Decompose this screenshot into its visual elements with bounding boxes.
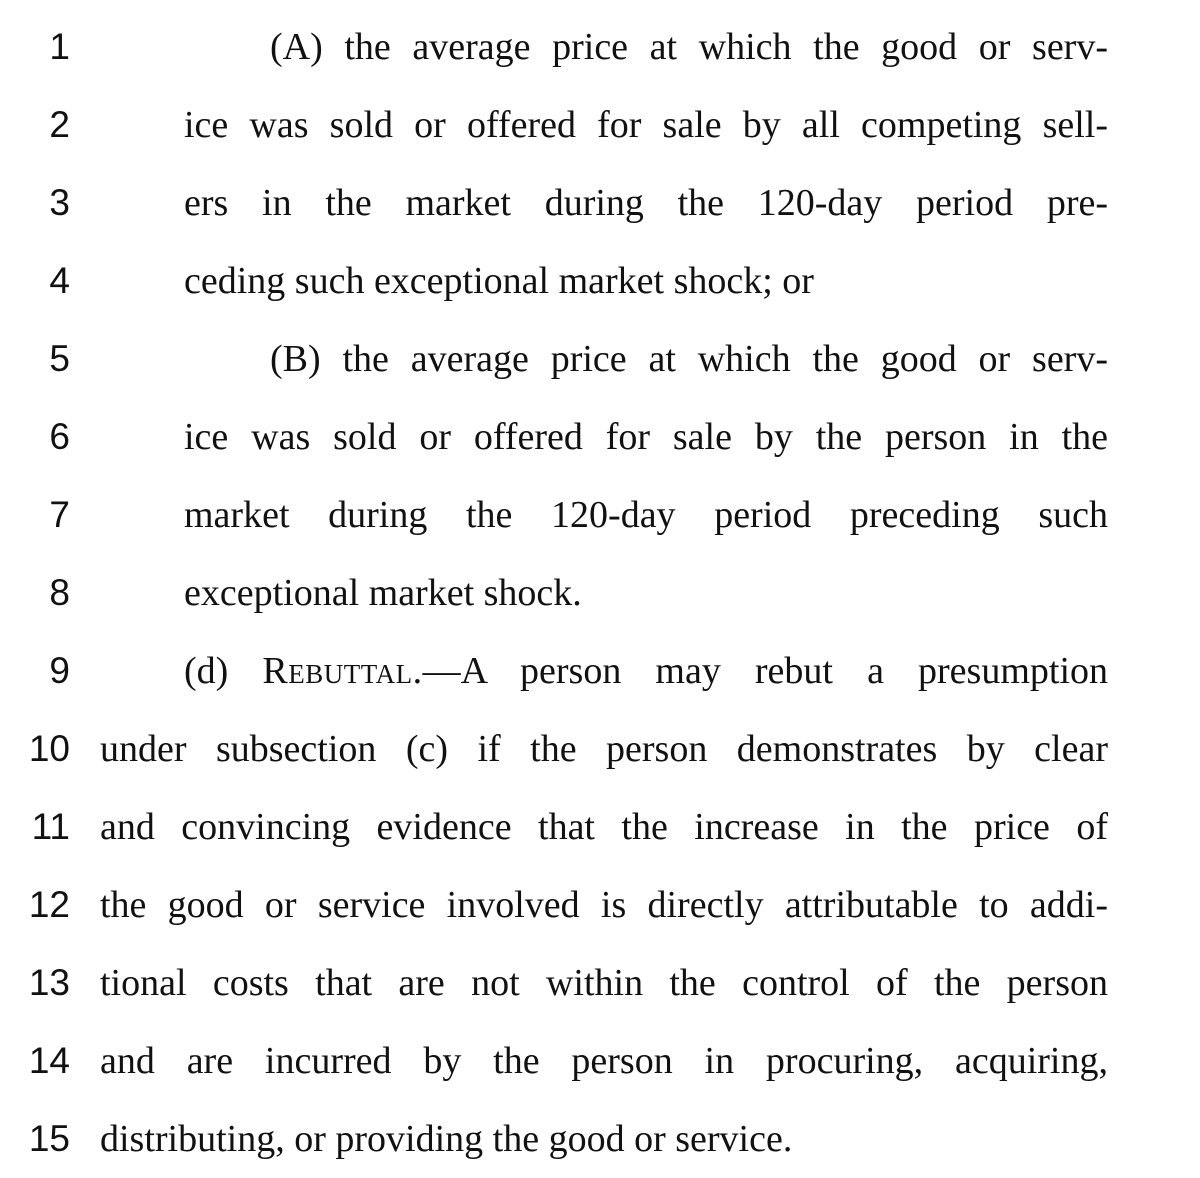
text-line	[0, 1100, 1200, 1178]
line-text: ice was sold or offered for sale by the person in the	[184, 416, 1108, 458]
line-text: ers in the market during the 120-day period pre-	[184, 182, 1108, 224]
line-text: under subsection (c) if the person demonstrates by clear	[100, 728, 1108, 770]
subsection-d-line	[184, 632, 1108, 710]
text-line	[0, 554, 1200, 632]
text-line	[0, 710, 1200, 788]
text-line	[0, 242, 1200, 320]
subsection-heading: Rebuttal.	[262, 650, 423, 692]
line-number: 11	[31, 806, 70, 847]
line-number: 14	[28, 1040, 70, 1081]
text-line	[0, 1022, 1200, 1100]
line-number: 3	[49, 182, 70, 223]
text-line	[0, 86, 1200, 164]
subsection-prefix: (d)	[184, 650, 263, 692]
line-number: 2	[49, 104, 70, 145]
line-number: 9	[49, 650, 70, 691]
line-number: 4	[49, 260, 70, 301]
line-text: market during the 120-day period preceding such	[184, 494, 1108, 536]
line-text: —A person may rebut a presumption	[422, 650, 1108, 692]
text-line	[0, 398, 1200, 476]
line-text: exceptional market shock.	[184, 572, 582, 614]
line-text: (B) the average price at which the good or serv-	[270, 338, 1108, 380]
text-line	[0, 320, 1200, 398]
line-text: ceding such exceptional market shock; or	[184, 260, 814, 302]
text-line	[0, 8, 1200, 86]
line-number: 6	[49, 416, 70, 457]
text-line	[0, 944, 1200, 1022]
text-line	[0, 866, 1200, 944]
line-text: the good or service involved is directly attributable to addi-	[100, 884, 1108, 926]
line-number: 7	[49, 494, 70, 535]
line-text: distributing, or providing the good or service.	[100, 1118, 793, 1160]
line-text: tional costs that are not within the control of the person	[100, 962, 1108, 1004]
text-line	[0, 632, 1200, 710]
line-text: and convincing evidence that the increase in the price of	[100, 806, 1108, 848]
line-text: ice was sold or offered for sale by all competing sell-	[184, 104, 1108, 146]
line-text: (A) the average price at which the good or serv-	[270, 26, 1108, 68]
text-line	[0, 164, 1200, 242]
line-number: 15	[28, 1118, 70, 1159]
line-number: 10	[28, 728, 70, 769]
line-number: 13	[28, 962, 70, 1003]
line-number: 12	[28, 884, 70, 925]
line-number: 8	[49, 572, 70, 613]
text-line	[0, 788, 1200, 866]
line-number: 1	[49, 26, 70, 67]
line-text: and are incurred by the person in procuring, acquiring,	[100, 1040, 1108, 1082]
line-number: 5	[49, 338, 70, 379]
text-line	[0, 476, 1200, 554]
